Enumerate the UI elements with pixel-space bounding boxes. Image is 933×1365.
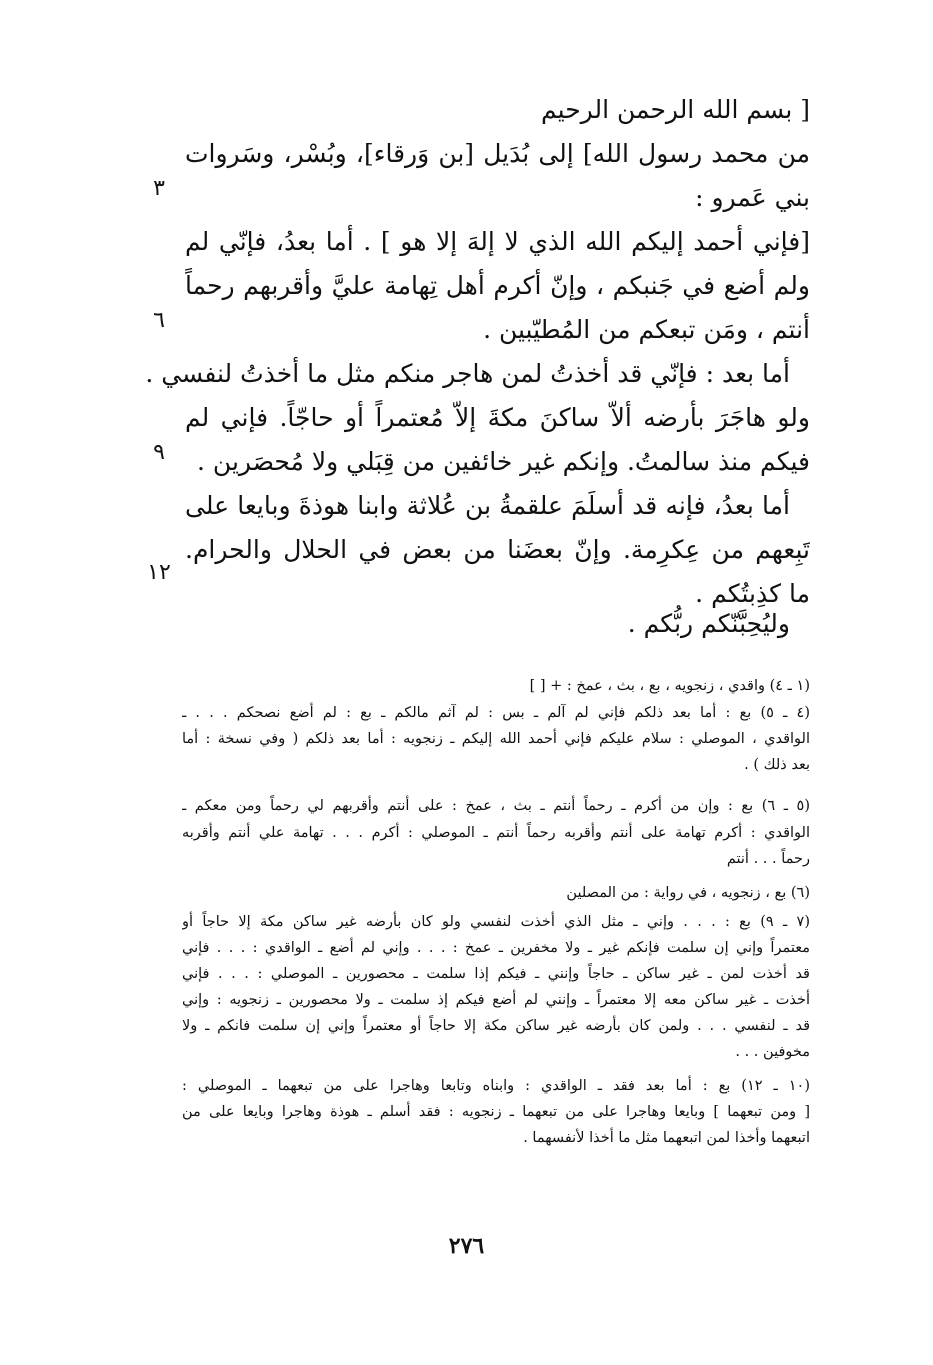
footnote-line: مخوفين . . .	[735, 1044, 810, 1060]
footnote-line: اتبعهما وأخذا لمن اتبعهما مثل ما أخذا لأنفسهما .	[523, 1130, 810, 1146]
text-line: بني عَمرو :	[695, 183, 810, 212]
footnote-line: (٧ ـ ٩) بع : . . . وإني ـ مثل الذي أخذت لنفسي ولو كان بأرضه غير ساكن مكة إلا حاجاً أو	[182, 914, 810, 930]
footnote-line: (١ ـ ٤) واقدي ، زنجويه ، بع ، بث ، عمخ : + [ ]	[529, 678, 810, 694]
page-number: ٢٧٦	[448, 1233, 485, 1259]
text-line: تَبِعهم من عِكرِمة. وإنّ بعضَنا من بعض في الحلال والحرام.	[185, 535, 810, 564]
text-line: ولم أضع في جَنبكم ، وإنّ أكرم أهل تِهامة عليَّ وأقربهم رحماً	[185, 271, 810, 300]
footnote-line: (٤ ـ ٥) بع : أما بعد ذلكم فإني لم آلم ـ بس : لم آثم مالكم ـ بع : لم أضع نصحكم . . . ـ	[182, 705, 810, 721]
footnote-line: رحماً . . . أنتم	[726, 851, 810, 867]
text-line: من محمد رسول الله] إلى بُدَيل [بن وَرقاء]، وبُسْر، وسَروات	[185, 139, 810, 168]
text-line: [فإني أحمد إليكم الله الذي لا إلهَ إلا هو ] . أما بعدُ، فإنّي لم	[185, 227, 810, 256]
footnote-line: (٥ ـ ٦) بع : وإن من أكرم ـ رحماً أنتم ـ بث ، عمخ : على أنتم وأقربهم لي رحماً ومن معكم ـ	[182, 798, 810, 814]
line-number: ١٢	[147, 560, 171, 585]
footnote-line: بعد ذلك ) .	[744, 757, 810, 773]
footnote-line: الواقدي ، الموصلي : سلام عليكم فإني أحمد الله إليكم ـ زنجويه : أما بعد ذلكم ( وفي نسخة : أما	[182, 731, 810, 747]
line-number: ٦	[153, 308, 165, 333]
text-line: فيكم منذ سالمتُ. وإنكم غير خائفين من قِبَلي ولا مُحصَرين .	[197, 447, 810, 476]
footnote-line: (٦) بع ، زنجويه ، في رواية : من المصلين	[566, 885, 810, 901]
line-number: ٩	[153, 440, 165, 465]
text-line-basmala: [ بسم الله الرحمن الرحيم	[541, 95, 810, 124]
footnote-line: معتمراً وإني إن سلمت فإنكم غير ـ ولا مخفرين ـ عمخ : . . . وإني لم أضع ـ الواقدي : . . . فإني	[182, 940, 810, 956]
footnote-line: الواقدي : أكرم تهامة على أنتم وأقربه رحماً أنتم ـ الموصلي : أكرم . . . تهامة علي أنتم وأقربه	[182, 825, 810, 841]
text-line: ولو هاجَرَ بأرضه ألاّ ساكنَ مكةَ إلاّ مُعتمراً أو حاجّاً. فإني لم	[185, 403, 810, 432]
text-line-paragraph-start: أما بعدُ، فإنه قد أسلَمَ علقمةُ بن عُلاثة وابنا هوذةَ وبايعا على	[185, 491, 790, 520]
text-line-paragraph-start: أما بعد : فإنّي قد أخذتُ لمن هاجر منكم مثل ما أخذتُ لنفسي .	[145, 359, 790, 388]
footnote-line: (١٠ ـ ١٢) بع : أما بعد فقد ـ الواقدي : وابناه وتابعا وهاجرا على من تبعهما ـ الموصلي :	[182, 1078, 810, 1094]
text-line: أنتم ، ومَن تبعكم من المُطيّبين .	[483, 315, 810, 344]
text-line-paragraph-start: وليُحِبَّنّكم ربُّكم .	[627, 609, 790, 638]
line-number: ٣	[153, 176, 165, 201]
text-line: ما كذِبتُكم .	[695, 579, 810, 608]
footnote-line: [ ومن تبعهما ] وبايعا وهاجرا على من تبعهما ـ زنجويه : فقد أسلم ـ هوذة وهاجرا وبايعا على من	[182, 1104, 810, 1120]
footnote-line: قد أخذت لمن ـ غير ساكن ـ حاجاً وإنني ـ فيكم إذا سلمت ـ محصورين ـ الموصلي : . . . فإني	[182, 966, 810, 982]
footnote-line: أخذت ـ غير ساكن معه إلا معتمراً ـ وإنني لم أضع فيكم إذ سلمت ـ ولا محصورين ـ زنجويه : وإني	[182, 992, 810, 1008]
footnote-line: قد ـ لنفسي . . . ولمن كان بأرضه غير ساكن مكة إلا حاجاً أو معتمراً وإني إن سلمت فانكم ـ ولا	[182, 1018, 810, 1034]
